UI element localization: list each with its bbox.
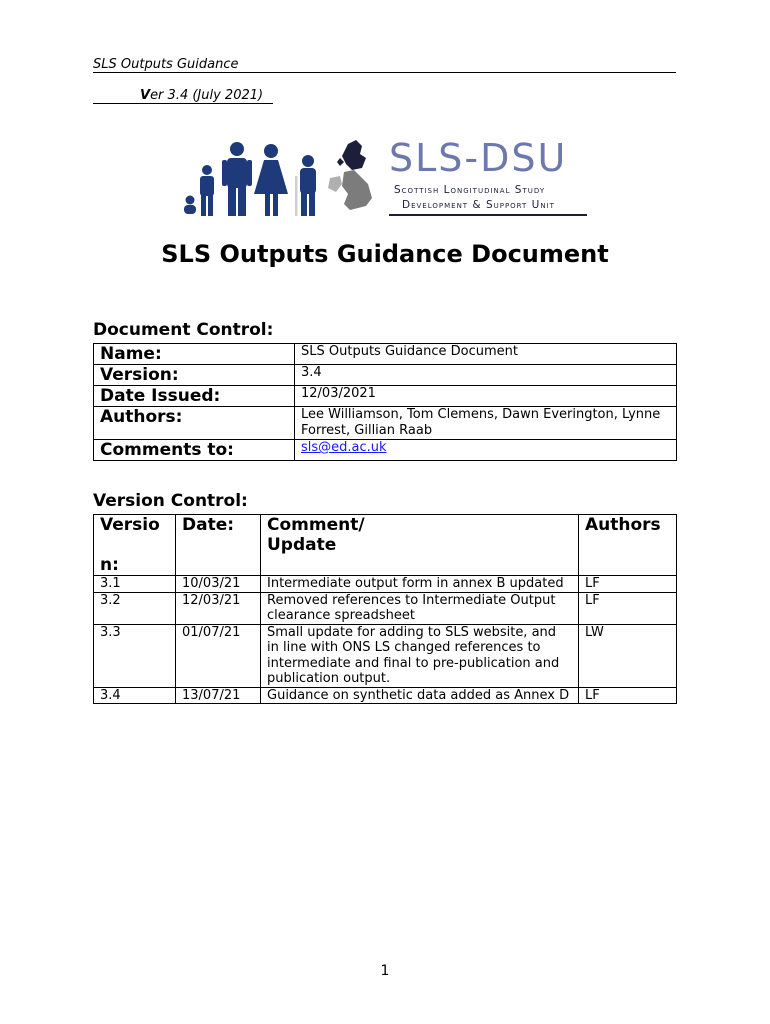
cell-comment: Small update for adding to SLS website, and in line with ONS LS changed references to intermediate and final to pre-publication and publication output.	[261, 624, 579, 687]
row-value: SLS Outputs Guidance Document	[295, 344, 677, 365]
family-and-map-icon	[180, 136, 390, 220]
running-header-version	[93, 89, 273, 104]
row-label: Authors:	[94, 407, 295, 440]
cell-authors: LF	[579, 687, 677, 704]
column-header-version: Versio n:	[94, 515, 176, 576]
table-row	[94, 592, 677, 624]
cell-comment: Removed references to Intermediate Output clearance spreadsheet	[261, 592, 579, 624]
cell-date: 13/07/21	[176, 687, 261, 704]
version-text: er 3.4 (July 2021)	[150, 88, 264, 103]
table-row	[94, 407, 677, 440]
running-header-title: SLS Outputs Guidance	[93, 58, 676, 73]
cell-comment: Intermediate output form in annex B updated	[261, 576, 579, 593]
cell-date: 01/07/21	[176, 624, 261, 687]
table-row	[94, 576, 677, 593]
row-label: Version:	[94, 365, 295, 386]
row-label: Date Issued:	[94, 386, 295, 407]
logo-wordmark: SLS-DSU	[389, 136, 568, 180]
cell-comment: Guidance on synthetic data added as Annex D	[261, 687, 579, 704]
cell-date: 12/03/21	[176, 592, 261, 624]
row-value: Lee Williamson, Tom Clemens, Dawn Everington, Lynne Forrest, Gillian Raab	[295, 407, 677, 440]
cell-authors: LF	[579, 576, 677, 593]
document-control-heading: Document Control:	[93, 320, 274, 340]
row-value: 3.4	[295, 365, 677, 386]
column-header-authors: Authors	[579, 515, 677, 576]
contact-email-link[interactable]: sls@ed.ac.uk	[301, 440, 387, 455]
table-row	[94, 687, 677, 704]
version-control-table	[93, 514, 677, 704]
version-prefix: V	[140, 88, 151, 103]
row-value: 12/03/2021	[295, 386, 677, 407]
table-row	[94, 624, 677, 687]
table-header-row	[94, 515, 677, 576]
sls-dsu-logo	[180, 136, 600, 220]
cell-version: 3.4	[94, 687, 176, 704]
logo-subtitle-line2: Development & Support Unit	[402, 199, 555, 211]
cell-authors: LF	[579, 592, 677, 624]
page-number: 1	[380, 963, 390, 979]
cell-date: 10/03/21	[176, 576, 261, 593]
column-header-date: Date:	[176, 515, 261, 576]
table-row	[94, 365, 677, 386]
version-control-heading: Version Control:	[93, 491, 248, 511]
row-value	[295, 440, 677, 461]
table-row	[94, 440, 677, 461]
cell-version: 3.1	[94, 576, 176, 593]
cell-version: 3.2	[94, 592, 176, 624]
table-row	[94, 386, 677, 407]
cell-version: 3.3	[94, 624, 176, 687]
cell-authors: LW	[579, 624, 677, 687]
document-control-table	[93, 343, 677, 461]
logo-underline	[389, 214, 587, 216]
row-label: Name:	[94, 344, 295, 365]
document-title: SLS Outputs Guidance Document	[161, 240, 609, 268]
logo-subtitle-line1: Scottish Longitudinal Study	[394, 184, 546, 196]
row-label: Comments to:	[94, 440, 295, 461]
column-header-comment: Comment/ Update	[261, 515, 579, 576]
table-row	[94, 344, 677, 365]
